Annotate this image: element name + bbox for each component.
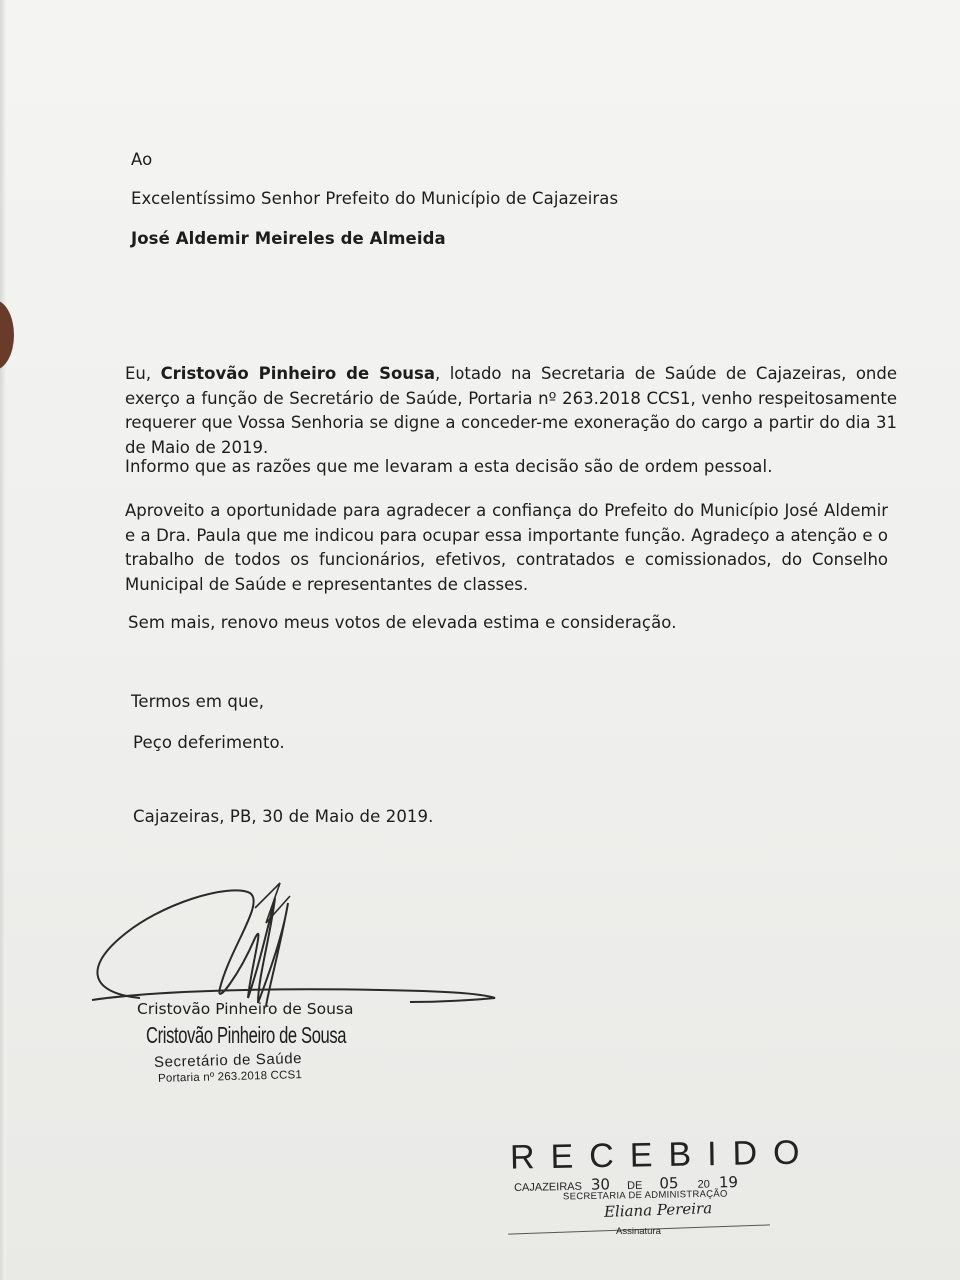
signer-stamp-role: Secretário de Saúde [153,1050,303,1071]
received-stamp-city: CAJAZEIRAS [513,1180,583,1194]
paragraph-request-body: , lotado na Secretaria de Saúde de Cajazeiras, onde exerço a função de Secretário de Saúde, Portaria nº 263.2018 CCS1, venho respeitosamente requerer que Vossa Senhoria se digne a conceder-me exoneração do cargo a partir do dia 31 de Maio de 2019. [125,364,897,457]
signer-stamp-portaria: Portaria nº 263.2018 CCS1 [157,1069,303,1085]
received-stamp-signature-label: Assinatura [616,1226,661,1237]
signer-printed-name: Cristovão Pinheiro de Sousa [137,1000,354,1018]
finger-edge [0,300,14,370]
signer-stamp-name: Cristovão Pinheiro de Sousa [146,1022,347,1048]
requester-name: Cristovão Pinheiro de Sousa [160,364,436,383]
closing-request: Peço deferimento. [133,733,285,752]
paragraph-reasons: Informo que as razões que me levaram a esta decisão são de ordem pessoal. [125,457,773,476]
received-stamp-year-suffix: 19 [718,1173,739,1192]
handwritten-signature [80,878,510,1018]
received-stamp-year-prefix: 20 [697,1178,710,1191]
received-stamp-title: RECEBIDO [509,1133,816,1177]
closing-terms: Termos em que, [131,692,265,711]
addressee-name: José Aldemir Meireles de Almeida [131,229,446,248]
paragraph-request [125,362,897,460]
salutation: Ao [131,150,153,169]
place-and-date: Cajazeiras, PB, 30 de Maio de 2019. [133,807,434,826]
paragraph-thanks: Aproveito a oportunidade para agradecer a confiança do Prefeito do Município José Aldemir e a Dra. Paula que me indicou para ocupar essa importante função. Agradeço a atenção e o trabalho de todos os funcionários, efetivos, contratados e comissionados, do Conselho Municipal de Saúde e representantes de classes. [125,501,888,594]
paragraph-request-intro: Eu, [125,364,161,383]
received-stamp-day: 30 [590,1175,611,1194]
received-stamp-month: 05 [659,1174,679,1193]
received-stamp-de: DE [627,1179,643,1192]
received-stamp-department: SECRETARIA DE ADMINISTRAÇÃO [562,1188,728,1203]
paragraph-closing: Sem mais, renovo meus votos de elevada estima e consideração. [128,613,677,632]
addressee-title: Excelentíssimo Senhor Prefeito do Município de Cajazeiras [131,189,619,208]
received-stamp-signature: Eliana Pereira [603,1199,713,1221]
paper-edge-shadow [0,0,6,1280]
